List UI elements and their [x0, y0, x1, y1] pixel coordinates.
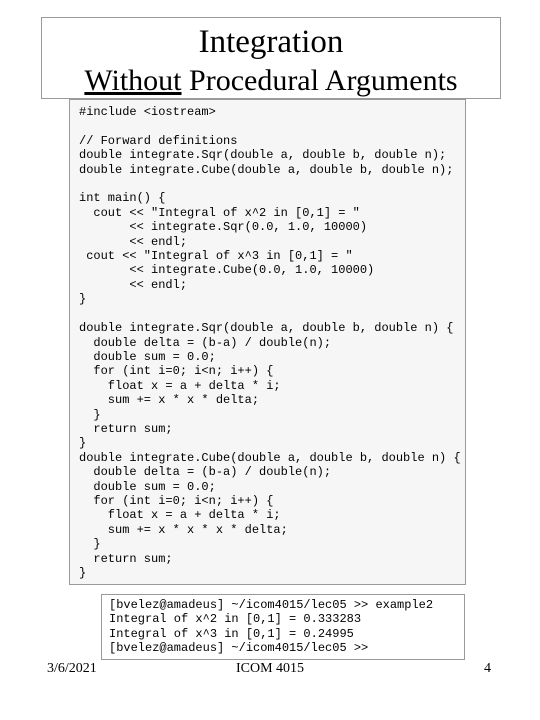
- slide-title-box: [41, 17, 501, 99]
- footer-course: ICOM 4015: [235, 661, 305, 676]
- subtitle-underlined-word: Without: [84, 64, 182, 97]
- terminal-output: [bvelez@amadeus] ~/icom4015/lec05 >> example2 Integral of x^2 in [0,1] = 0.333283 Integral of x^3 in [0,1] = 0.24995 [bvelez@amadeus] ~/icom4015/lec05 >>: [109, 598, 434, 656]
- code-listing: #include <iostream> // Forward definitions double integrate.Sqr(double a, double b, double n); double integrate.Cube(double a, double b, double n); int main() { cout << "Integral of x^2 in [0,1] = " << integrate.Sqr(0.0, 1.0, 10000) << endl; cout << "Integral of x^3 in [0,1] = " << integrate.Cube(0.0, 1.0, 10000) << endl; } double integrate.Sqr(double a, double b, double n) { double delta = (b-a) / double(n); double sum = 0.0; for (int i=0; i<n; i++) { float x = a + delta * i; sum += x * x * delta; } return sum; } double integrate.Cube(double a, double b, double n) { double delta = (b-a) / double(n); double sum = 0.0; for (int i=0; i<n; i++) { float x = a + delta * i; sum += x * x * x * delta; } return sum; }: [79, 105, 461, 580]
- slide-subtitle: [42, 62, 500, 100]
- footer-date: 3/6/2021: [47, 661, 97, 676]
- slide-title: Integration: [198, 24, 344, 60]
- footer-page-number: 4: [484, 661, 491, 676]
- terminal-output-box: [101, 594, 465, 660]
- subtitle-rest: Procedural Arguments: [181, 64, 458, 97]
- code-listing-box: [69, 99, 466, 585]
